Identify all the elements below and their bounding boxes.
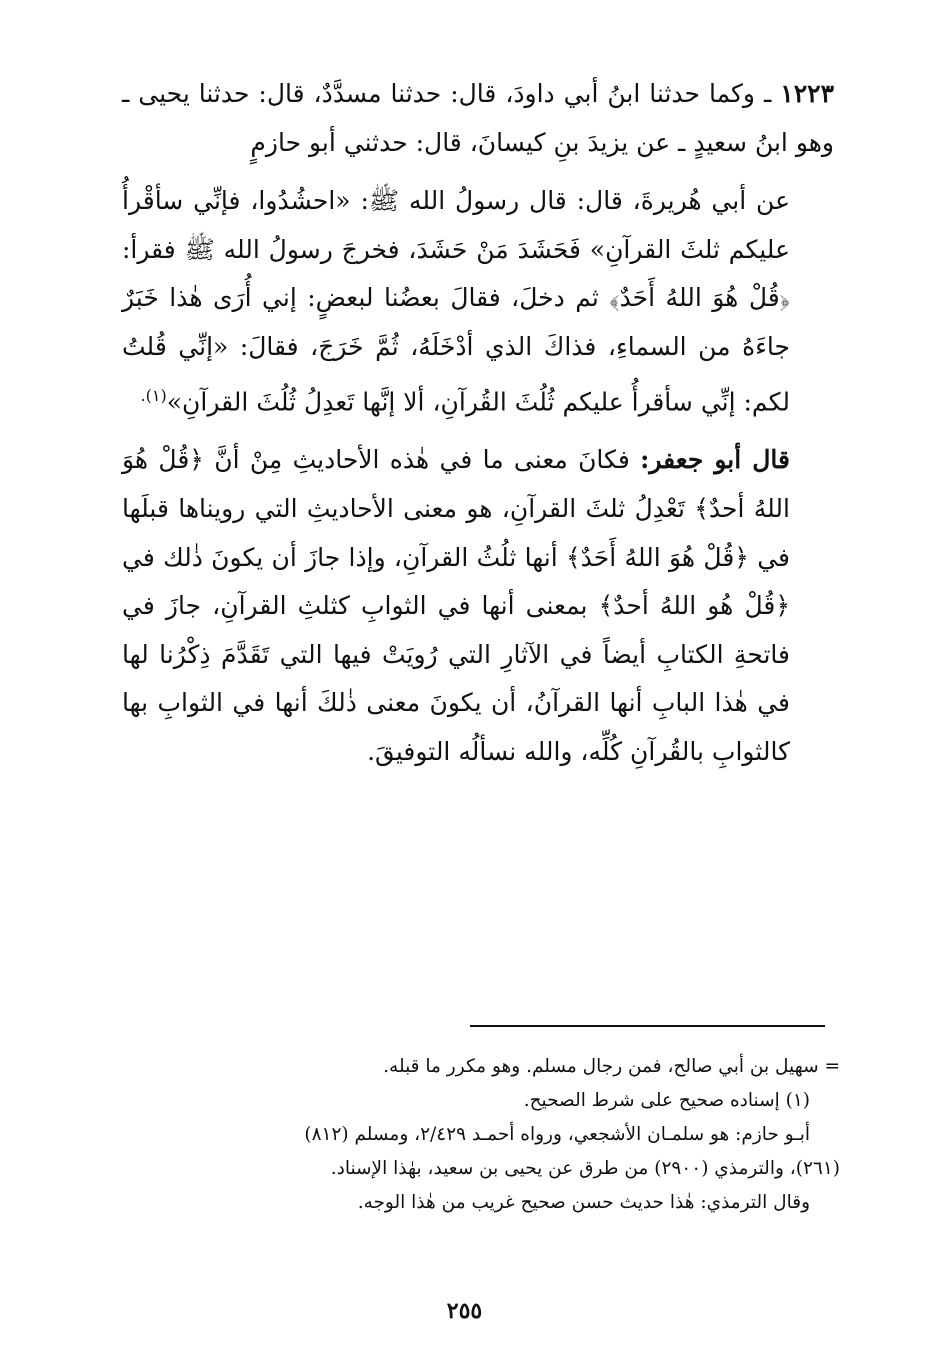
hadith-number: ١٢٢٣ (780, 79, 834, 108)
commentary-paragraph (122, 436, 834, 776)
page-number: ٢٥٥ (446, 1298, 483, 1324)
footnotes (128, 1050, 840, 1220)
footnote-1-detail-b: (٢٦١)، والترمذي (٢٩٠٠) من طرق عن يحيى بن سعيد، بهٰذا الإسناد. (330, 1158, 840, 1179)
commentary-text: فكانَ معنى ما في هٰذه الأحاديثِ مِنْ أنَّ ﴿قُلْ هُوَ اللهُ أحدٌ﴾ تَعْدِلُ ثلثَ القرآنِ، هو معنى الأحاديثِ التي رويناها قبلَها في ﴿قُلْ هُوَ اللهُ أَحَدٌ﴾ أنها ثلُثُ القرآنِ، وإذا جازَ أن يكونَ ذٰلك في ﴿قُلْ هُو اللهُ أحدٌ﴾ بمعنى أنها في الثوابِ كثلثِ القرآنِ، جازَ في فاتحةِ الكتابِ أيضاً في الآثارِ التي رُويَتْ فيها التي تَقَدَّمَ ذِكْرُنا لها في هٰذا البابِ أنها القرآنُ، أن يكونَ معنى ذٰلكَ أنها في الثوابِ بها كالثوابِ بالقُرآنِ كُلِّه، والله نسألُه التوفيقَ. (122, 445, 790, 767)
main-text (122, 70, 834, 777)
footnote-separator (470, 1025, 825, 1027)
hadith-matn-paragraph (122, 177, 834, 426)
footnote-1-detail-a: أبـو حازم: هو سلمـان الأشجعي، ورواه أحمـد ٢/٤٢٩، ومسلم (٨١٢) (304, 1124, 810, 1145)
hadith-matn: عن أبي هُريرةَ، قال: قال رسولُ الله ﷺ: «احشُدُوا، فإنِّي سأقْرأُ عليكم ثلثَ القرآنِ» فَحَشَدَ مَنْ حَشَدَ، فخرجَ رسولُ الله ﷺ فقرأ: ﴿قُلْ هُوَ اللهُ أَحَدٌ﴾ ثم دخلَ، فقالَ بعضُنا لبعضٍ: إني أُرَى هٰذا خَبَرٌ جاءَهُ من السماءِ، فذاكَ الذي أدْخَلَهُ، ثُمَّ خَرَجَ، فقالَ: «إنِّي قُلتُ لكم: إنِّي سأقرأُ عليكم ثُلُثَ القُرآنِ، ألا إنَّها تَعدِلُ ثُلُثَ القرآنِ» (122, 186, 790, 416)
hadith-isnad-paragraph (122, 70, 834, 167)
footnote-marker: (١). (140, 385, 167, 405)
commentary-speaker: قال أبو جعفر: (640, 445, 790, 475)
footnote-1-detail-c: وقال الترمذي: هٰذا حديث حسن صحيح غريب من هٰذا الوجه. (357, 1192, 810, 1213)
hadith-isnad: ـ وكما حدثنا ابنُ أبي داودَ، قال: حدثنا مسدَّدٌ، قال: حدثنا يحيى ـ وهو ابنُ سعيدٍ ـ عن يزيدَ بنِ كيسانَ، قال: حدثني أبو حازمٍ (122, 79, 834, 157)
footnote-continuation: = سهيل بن أبي صالح، فمن رجال مسلم. وهو مكرر ما قبله. (383, 1056, 840, 1077)
footnote-1: (١) إسناده صحيح على شرط الصحيح. (523, 1090, 810, 1111)
